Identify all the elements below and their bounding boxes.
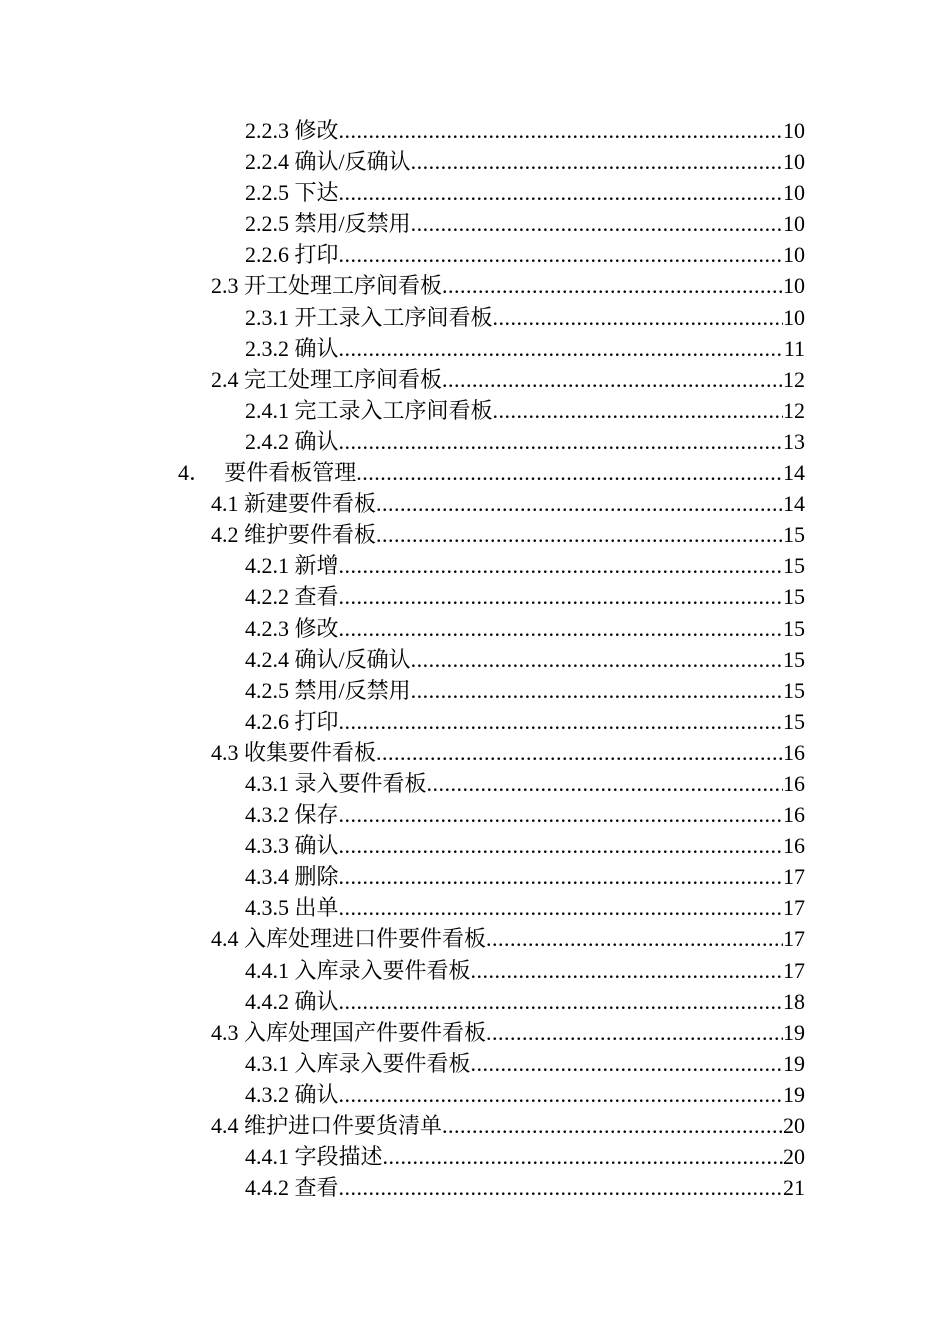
toc-number: 2.2.6 (245, 242, 289, 268)
toc-entry[interactable] (0, 706, 950, 737)
toc-title: 开工录入工序间看板 (294, 304, 493, 330)
toc-page-number: 13 (783, 428, 805, 454)
toc-page-number: 16 (783, 770, 805, 796)
toc-title: 要件看板管理 (224, 460, 357, 486)
toc-number: 4.4.2 (245, 1175, 289, 1201)
toc-number: 4.3.5 (245, 895, 289, 921)
toc-title: 新建要件看板 (244, 491, 377, 517)
toc-number: 4.2.2 (245, 584, 289, 610)
dot-leader (339, 1079, 783, 1110)
toc-number: 4.3.1 (245, 1050, 289, 1076)
toc-title: 录入要件看板 (294, 770, 427, 796)
toc-title: 新增 (294, 553, 339, 579)
dot-leader (339, 613, 783, 644)
toc-number: 2.4 (211, 366, 239, 392)
toc-title: 查看 (294, 1175, 339, 1201)
toc-entry[interactable] (0, 115, 950, 146)
toc-entry[interactable] (0, 488, 950, 519)
toc-number: 4.2.6 (245, 708, 289, 734)
toc-entry[interactable] (0, 1048, 950, 1079)
dot-leader (339, 581, 783, 612)
toc-page-number: 12 (783, 366, 805, 392)
toc-entry[interactable] (0, 333, 950, 364)
toc-title: 禁用/反禁用 (294, 211, 411, 237)
toc-entry[interactable] (0, 519, 950, 550)
toc-page-number: 15 (783, 677, 805, 703)
dot-leader (376, 488, 783, 519)
toc-number: 2.3.2 (245, 335, 289, 361)
dot-leader (493, 395, 783, 426)
toc-title: 修改 (294, 615, 339, 641)
toc-entry[interactable] (0, 270, 950, 301)
toc-title: 打印 (294, 242, 339, 268)
toc-page-number: 15 (783, 553, 805, 579)
toc-page-number: 14 (783, 460, 805, 486)
toc-entry[interactable] (0, 923, 950, 954)
dot-leader (339, 830, 783, 861)
toc-number: 2.3.1 (245, 304, 289, 330)
toc-title: 确认/反确认 (294, 646, 411, 672)
dot-leader (411, 208, 783, 239)
toc-page-number: 16 (783, 739, 805, 765)
toc-number: 4.2.1 (245, 553, 289, 579)
dot-leader (356, 457, 783, 488)
dot-leader (339, 177, 783, 208)
toc-number: 4.1 (211, 491, 239, 517)
dot-leader (339, 1172, 783, 1203)
dot-leader (339, 861, 783, 892)
toc-page-number: 18 (783, 988, 805, 1014)
toc-title: 修改 (294, 118, 339, 143)
toc-number: 4． (178, 460, 212, 486)
dot-leader (383, 1141, 783, 1172)
toc-number: 4.2.5 (245, 677, 289, 703)
dot-leader (486, 1017, 783, 1048)
toc-number: 2.4.1 (245, 397, 289, 423)
toc-page-number: 10 (783, 149, 805, 175)
toc-entry[interactable] (0, 581, 950, 612)
toc-number: 4.4 (211, 1113, 239, 1138)
toc-page-number: 11 (783, 335, 805, 361)
toc-title: 确认 (294, 335, 339, 361)
toc-title: 入库处理进口件要件看板 (244, 926, 487, 952)
toc-title: 查看 (294, 584, 339, 610)
toc-page-number: 15 (783, 708, 805, 734)
toc-page-number: 16 (783, 833, 805, 859)
toc-entry[interactable] (0, 239, 950, 270)
toc-page-number: 15 (783, 615, 805, 641)
dot-leader (471, 1048, 783, 1079)
toc-page-number: 16 (783, 802, 805, 828)
toc-entry[interactable] (0, 675, 950, 706)
dot-leader (411, 675, 783, 706)
dot-leader (442, 270, 783, 301)
toc-entry[interactable] (0, 861, 950, 892)
dot-leader (339, 550, 783, 581)
dot-leader (339, 333, 784, 364)
toc-entry[interactable] (0, 1141, 950, 1172)
toc-page-number: 17 (783, 926, 805, 952)
dot-leader (471, 955, 783, 986)
dot-leader (493, 302, 783, 333)
toc-number: 4.3 (211, 739, 239, 765)
toc-entry[interactable] (0, 426, 950, 457)
toc-page-number: 17 (783, 864, 805, 890)
toc-page-number: 21 (783, 1175, 805, 1201)
toc-number: 4.3.2 (245, 802, 289, 828)
toc-title: 禁用/反禁用 (294, 677, 411, 703)
toc-page-number: 15 (783, 522, 805, 548)
toc-entry[interactable] (0, 302, 950, 333)
toc-entry[interactable] (0, 892, 950, 923)
toc-entry[interactable] (0, 955, 950, 986)
toc-page-number: 10 (783, 304, 805, 330)
toc-number: 4.2.3 (245, 615, 289, 641)
dot-leader (376, 737, 783, 768)
toc-page-number: 19 (783, 1019, 805, 1045)
toc-title: 字段描述 (294, 1144, 383, 1170)
toc-number: 2.2.4 (245, 149, 289, 175)
toc-page-number: 19 (783, 1050, 805, 1076)
toc-entry[interactable] (0, 1079, 950, 1110)
toc-number: 2.2.3 (245, 118, 289, 143)
toc-number: 4.3.1 (245, 770, 289, 796)
toc-number: 2.4.2 (245, 428, 289, 454)
dot-leader (427, 768, 783, 799)
toc-title: 确认/反确认 (294, 149, 411, 175)
toc-title: 保存 (294, 802, 339, 828)
toc-title: 确认 (294, 428, 339, 454)
toc-number: 4.2.4 (245, 646, 289, 672)
toc-title: 打印 (294, 708, 339, 734)
dot-leader (376, 519, 783, 550)
toc-title: 开工处理工序间看板 (244, 273, 443, 299)
toc-entry[interactable] (0, 799, 950, 830)
toc-entry[interactable] (0, 457, 950, 488)
toc-title: 出单 (294, 895, 339, 921)
toc-page-number: 20 (783, 1144, 805, 1170)
toc-page-number: 15 (783, 584, 805, 610)
toc-number: 2.3 (211, 273, 239, 299)
toc-page-number: 15 (783, 646, 805, 672)
dot-leader (486, 923, 783, 954)
dot-leader (442, 1110, 783, 1141)
toc-number: 4.4.1 (245, 957, 289, 983)
toc-number: 4.4.1 (245, 1144, 289, 1170)
toc-entry[interactable] (0, 208, 950, 239)
toc-title: 入库处理国产件要件看板 (244, 1019, 487, 1045)
toc-entry[interactable] (0, 395, 950, 426)
toc-title: 下达 (294, 180, 339, 206)
toc-number: 4.3.3 (245, 833, 289, 859)
toc-title: 删除 (294, 864, 339, 890)
toc-number: 4.3 (211, 1019, 239, 1045)
toc-entry[interactable] (0, 1172, 950, 1203)
toc-entry[interactable] (0, 768, 950, 799)
dot-leader (339, 426, 783, 457)
toc-page-number: 10 (783, 211, 805, 237)
toc-page-number: 10 (783, 118, 805, 143)
dot-leader (339, 799, 783, 830)
toc-title: 入库录入要件看板 (294, 1050, 471, 1076)
toc-page-number: 20 (783, 1113, 805, 1138)
toc-entry[interactable] (0, 737, 950, 768)
toc-page-number: 17 (783, 957, 805, 983)
toc-entry[interactable] (0, 830, 950, 861)
dot-leader (411, 146, 783, 177)
toc-title: 维护要件看板 (244, 522, 377, 548)
toc-title: 确认 (294, 833, 339, 859)
toc-page-number: 10 (783, 273, 805, 299)
dot-leader (411, 644, 783, 675)
toc-entry[interactable] (0, 364, 950, 395)
toc-page-number: 14 (783, 491, 805, 517)
dot-leader (339, 239, 783, 270)
toc-number: 2.2.5 (245, 211, 289, 237)
toc-number: 2.2.5 (245, 180, 289, 206)
toc-number: 4.4.2 (245, 988, 289, 1014)
toc-entry[interactable] (0, 613, 950, 644)
toc-title: 入库录入要件看板 (294, 957, 471, 983)
dot-leader (339, 892, 783, 923)
dot-leader (339, 706, 783, 737)
toc-title: 维护进口件要货清单 (244, 1113, 443, 1138)
toc-title: 完工录入工序间看板 (294, 397, 493, 423)
toc-page-number: 12 (783, 397, 805, 423)
toc-number: 4.3.2 (245, 1081, 289, 1107)
toc-entry[interactable] (0, 986, 950, 1017)
toc-title: 完工处理工序间看板 (244, 366, 443, 392)
toc-title: 确认 (294, 988, 339, 1014)
toc-entry[interactable] (0, 1110, 950, 1141)
toc-number: 4.2 (211, 522, 239, 548)
toc-entry[interactable] (0, 550, 950, 581)
toc-page-number: 19 (783, 1081, 805, 1107)
toc-page-number: 10 (783, 180, 805, 206)
toc-entry[interactable] (0, 146, 950, 177)
toc-title: 确认 (294, 1081, 339, 1107)
dot-leader (442, 364, 783, 395)
dot-leader (339, 115, 783, 146)
toc-number: 4.3.4 (245, 864, 289, 890)
toc-number: 4.4 (211, 926, 239, 952)
toc-entry[interactable] (0, 644, 950, 675)
toc-page-number: 17 (783, 895, 805, 921)
table-of-contents (0, 115, 950, 1203)
toc-page-number: 10 (783, 242, 805, 268)
toc-title: 收集要件看板 (244, 739, 377, 765)
toc-entry[interactable] (0, 177, 950, 208)
dot-leader (339, 986, 783, 1017)
toc-entry[interactable] (0, 1017, 950, 1048)
